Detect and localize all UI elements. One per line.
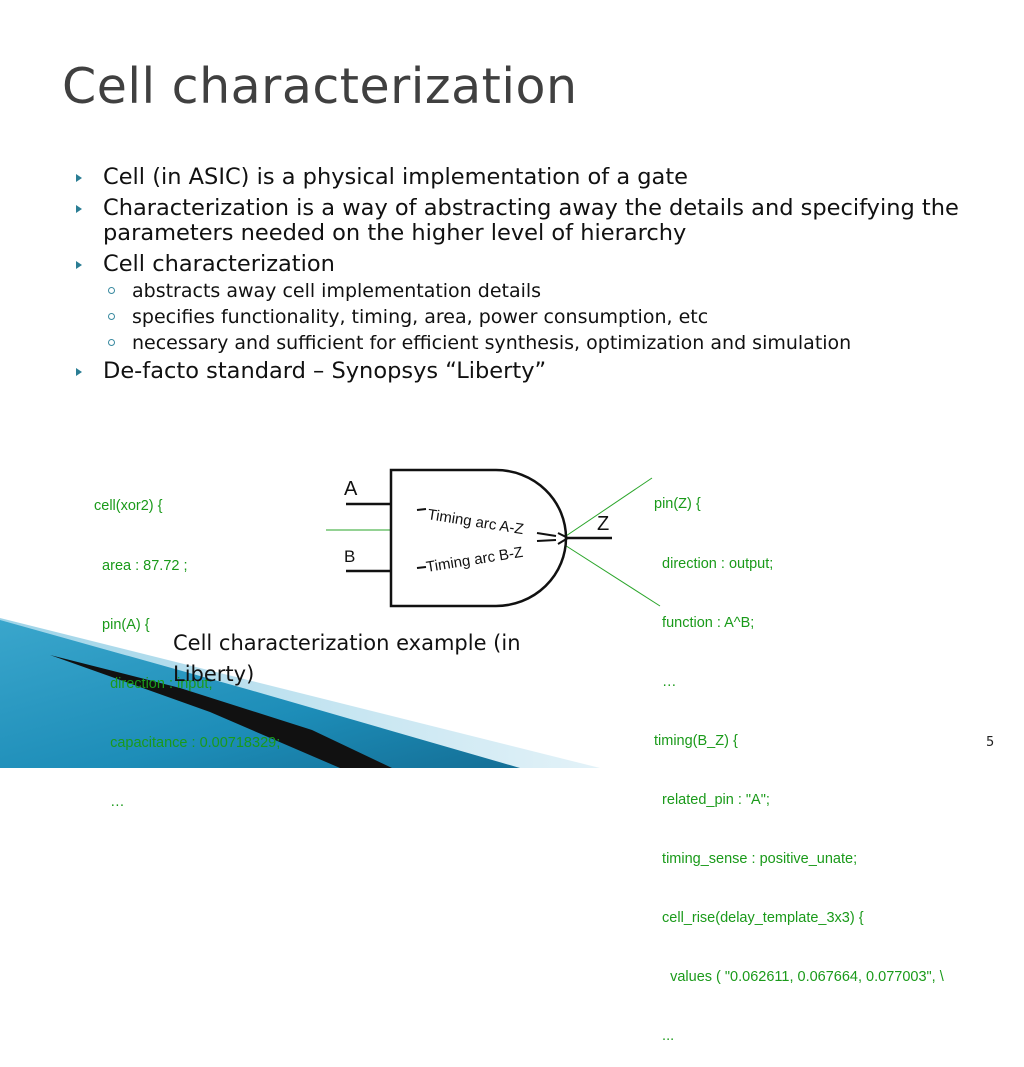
pin-z-label: Z [597,513,610,535]
bullet-text: Characterization is a way of abstracting away the details and specifying the parameters needed on the higher level of hierarchy [103,195,959,246]
code-line: … [654,673,677,690]
arc-az-dash [417,509,426,510]
arc-bz-dash [417,567,426,568]
pin-a-label: A [344,478,358,500]
code-line: cell(xor2) { [94,498,163,515]
arc-bz-end [537,540,556,541]
code-line: timing_sense : positive_unate; [654,851,858,868]
code-line: pin(Z) { [654,496,701,513]
leader-line-right-bottom [560,542,660,606]
code-line: ... [654,1028,675,1045]
gate-body [391,470,566,606]
sub-bullet-text: necessary and sufficient for efficient synthesis, optimization and simulation [132,332,852,354]
code-line: timing(B_Z) { [654,732,738,749]
slide-title: Cell characterization [62,58,578,115]
code-line: direction : input; [94,675,213,692]
figure-caption: Cell characterization example (in Liberty) [173,631,521,686]
timing-arc-bz-label: Timing arc B-Z [424,543,525,576]
code-line: values ( "0.062611, 0.067664, 0.077003", \ [654,969,944,986]
code-line: pin(A) { [94,616,150,633]
code-line: area : 87.72 ; [94,557,188,574]
sub-bullet-text: abstracts away cell implementation details [132,280,542,302]
page-number: 5 [986,735,995,750]
bullet-text: Cell (in ASIC) is a physical implementation of a gate [103,164,688,190]
bullet-text: Cell characterization [103,251,335,277]
code-line: … [94,793,125,810]
code-line: direction : output; [654,555,774,572]
code-line: function : A^B; [654,614,755,631]
timing-arc-az-label: Timing arc A-Z [426,506,525,539]
pin-b-label: B [344,547,356,566]
sub-bullet-text: specifies functionality, timing, area, power consumption, etc [132,306,709,328]
code-line: cell_rise(delay_template_3x3) { [654,910,864,927]
code-line: capacitance : 0.00718329; [94,734,281,751]
bullet-text: De-facto standard – Synopsys “Liberty” [103,358,547,384]
code-line: related_pin : "A"; [654,791,770,808]
